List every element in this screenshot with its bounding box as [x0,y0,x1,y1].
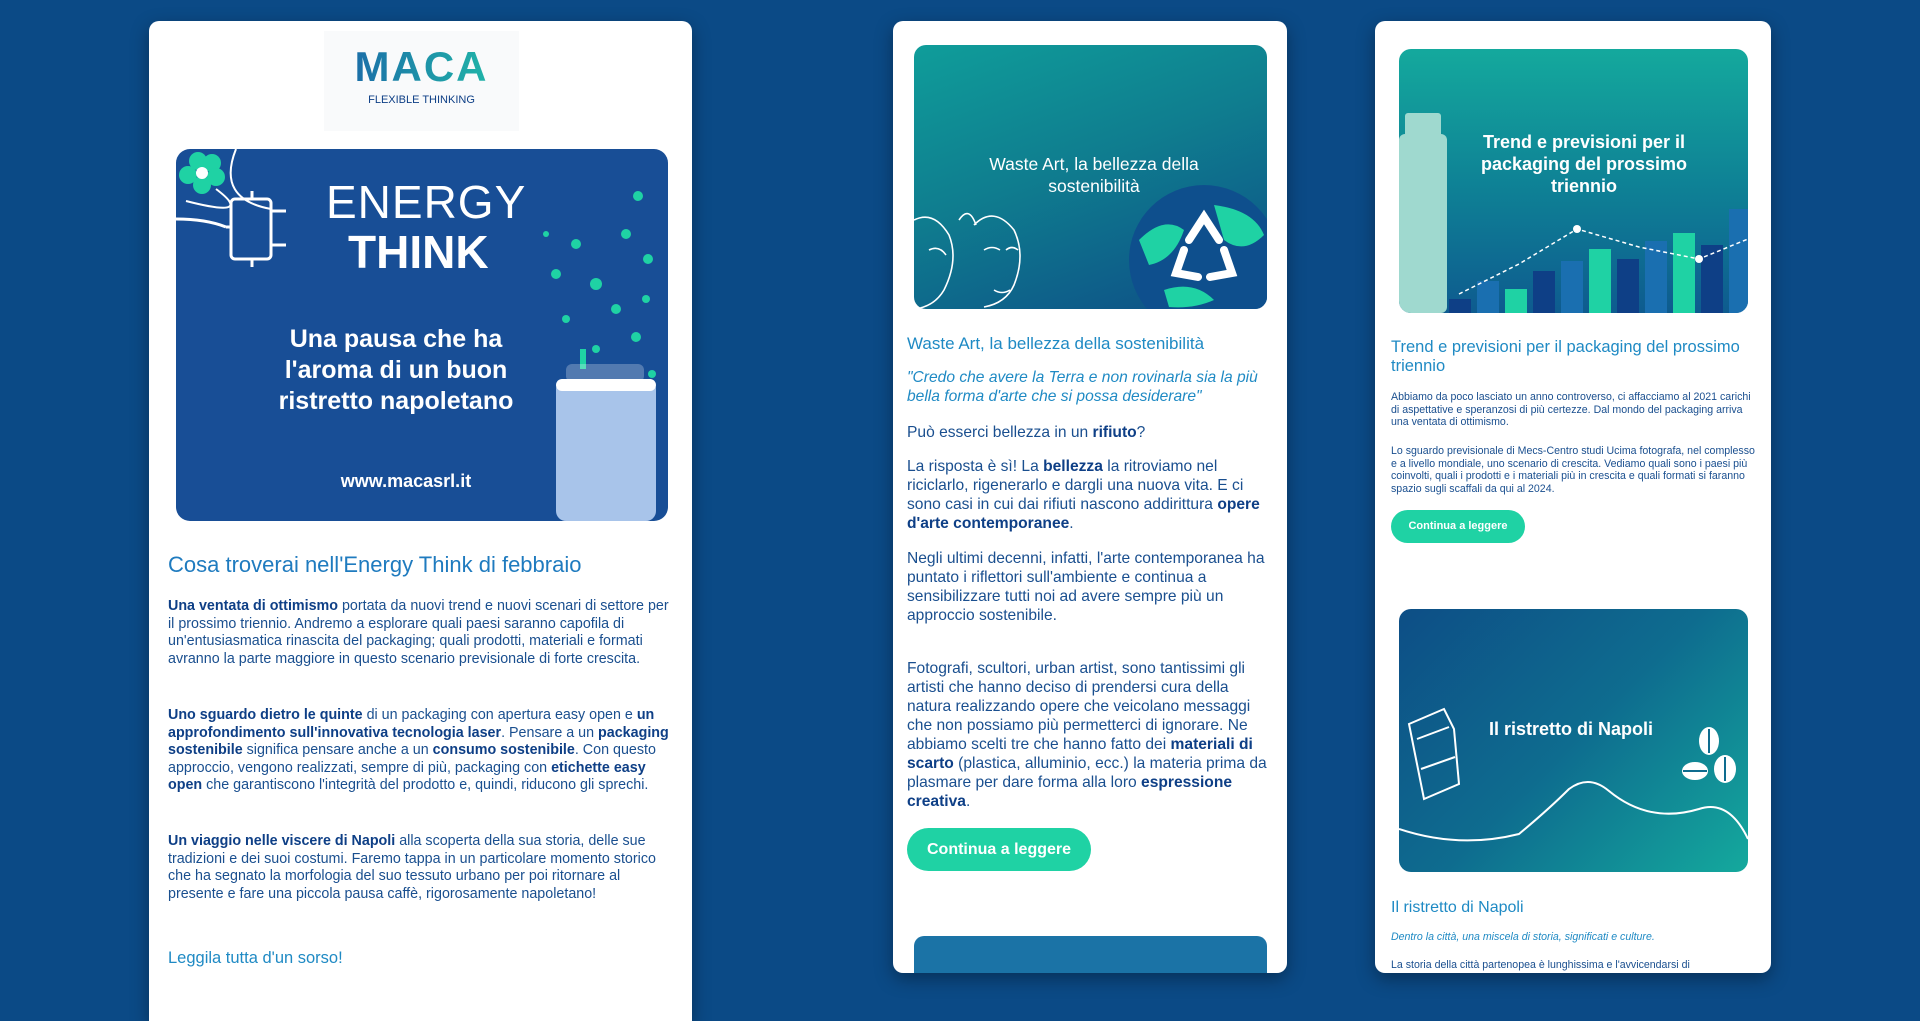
continue-reading-button[interactable]: Continua a leggere [907,828,1091,871]
paragraph-behind-scenes: Uno sguardo dietro le quinte di un packaging con apertura easy open e un approfondimento sull'innovativa tecnologia laser. Pensare a un packaging sostenibile significa pensare anche a un consumo sostenibile. Con questo approccio, vengono realizzati, sempre di più, packaging con etichette easy open che garantiscono l'integrità del prodotto e, quindi, riducono gli sprechi. [168,707,669,793]
article-title: Waste Art, la bellezza della sostenibilità [907,334,1205,353]
flower-icon [179,152,225,194]
closing-line: Leggila tutta d'un sorso! [168,949,343,967]
article-paragraph-2: Negli ultimi decenni, infatti, l'arte contemporanea ha puntato i riflettori sull'ambiente e continua a sensibilizzare tutti noi ad avere sempre più un approccio sostenibile. [907,550,1265,624]
article-paragraph-3: Fotografi, scultori, urban artist, sono tantissimi gli artisti che hanno deciso di prendersi cura della natura realizzando opere che veicolano messaggi che non possiamo più permetterci di ignorare. Ne abbiamo scelti tre che hanno fatto dei materiali di scarto (plastica, alluminio, ecc.) la materia prima da plasmare per dare forma alla loro espressione creativa. [907,660,1267,810]
newsletter-card-waste-art [893,21,1287,973]
hero-title-energy: ENERGY [326,176,527,228]
next-article-image-peek [914,936,1267,973]
article-paragraph-1: La risposta è sì! La bellezza la ritroviamo nel riciclarlo, rigenerarlo e dargli una nuova vita. E ci sono casi in cui dai rifiuti nascono addirittura opere d'arte contemporanee. [907,458,1260,532]
maca-logo [324,31,519,131]
bars [1449,209,1748,313]
hero-title-think: THINK [348,226,489,278]
paragraph-lead: Un viaggio nelle viscere di Napoli [168,833,396,849]
paragraph-lead: Una ventata di ottimismo [168,598,338,614]
article-question: Può esserci bellezza in un rifiuto? [907,424,1146,441]
article-paragraph-2: Lo sguardo previsionale di Mecs-Centro studi Ucima fotografa, nel complesso e a livello mondiale, uno scenario di crescita. Vediamo quali sono i paesi più coinvolti, quali i prodotti e i materiali più in crescita e quali formati si faranno spazio sugli scaffali da qui al 2024. [1391,445,1755,495]
trends-hero-image[interactable] [1399,49,1748,313]
newsletter-card-trends [1375,21,1771,973]
waste-art-hero-image[interactable] [914,45,1267,309]
ristretto-hero-image[interactable] [1399,609,1748,872]
newsletter-card-energy-think [149,21,692,1021]
hero-caption: Waste Art, la bellezza della sostenibilità [989,154,1199,196]
hero-caption: Il ristretto di Napoli [1489,719,1654,739]
paragraph-lead: Uno sguardo dietro le quinte [168,707,363,723]
energy-think-hero [176,149,668,521]
article-quote: "Credo che avere la Terra e non rovinarla sia la più bella forma d'arte che si possa desiderare" [907,369,1258,405]
hero-caption: Trend e previsioni per il packaging del prossimo triennio [1480,132,1688,196]
article-title: Trend e previsioni per il packaging del prossimo triennio [1391,338,1740,375]
logo-wordmark: MACA [324,43,519,91]
continue-reading-button[interactable]: Continua a leggere [1391,510,1525,543]
energy-think-heading: Cosa troverai nell'Energy Think di febbraio [168,552,582,577]
paragraph-text: alla scoperta della sua storia, delle sue tradizioni e dei suoi costumi. Faremo tappa in un particolare momento storico che ha segnato la morfologia del suo tessuto urbano per poi ritornare al presente e fare una piccola pausa caffè, rigorosamente napoletano! [168,833,656,902]
paragraph-text: portata da nuovi trend e nuovi scenari di settore per il prossimo triennio. Andremo a esplorare quali paesi saranno capofila di un'entusiasmatica rinascita del packaging; quali prodotti, materiali e formati avranno la parte maggiore in questo scenario previsionale di forte crescita. [168,598,669,667]
article-title-2: Il ristretto di Napoli [1391,899,1524,916]
globe-icon [1129,185,1267,309]
hero-url-link[interactable]: www.macasrl.it [340,471,472,491]
paragraph-optimism [168,598,673,668]
paragraph-naples-journey [168,833,673,903]
vesuvius-coffee-illustration [1399,609,1748,872]
cup-icon [556,349,656,521]
hero-subtitle: Una pausa che ha l'aroma di un buon ristretto napoletano [278,325,514,415]
article-paragraph-start: La storia della città partenopea è lunghissima e l'avvicendarsi di [1391,959,1690,971]
bottle-icon [1399,113,1447,313]
article-paragraph-1: Abbiamo da poco lasciato un anno controverso, ci affacciamo al 2021 carichi di aspettative e speranzosi di più certezze. Dal mondo del packaging arriva una ventata di ottimismo. [1391,391,1751,429]
article-subtitle: Dentro la città, una miscela di storia, significati e culture. [1391,931,1655,943]
logo-tagline: FLEXIBLE THINKING [368,94,475,106]
